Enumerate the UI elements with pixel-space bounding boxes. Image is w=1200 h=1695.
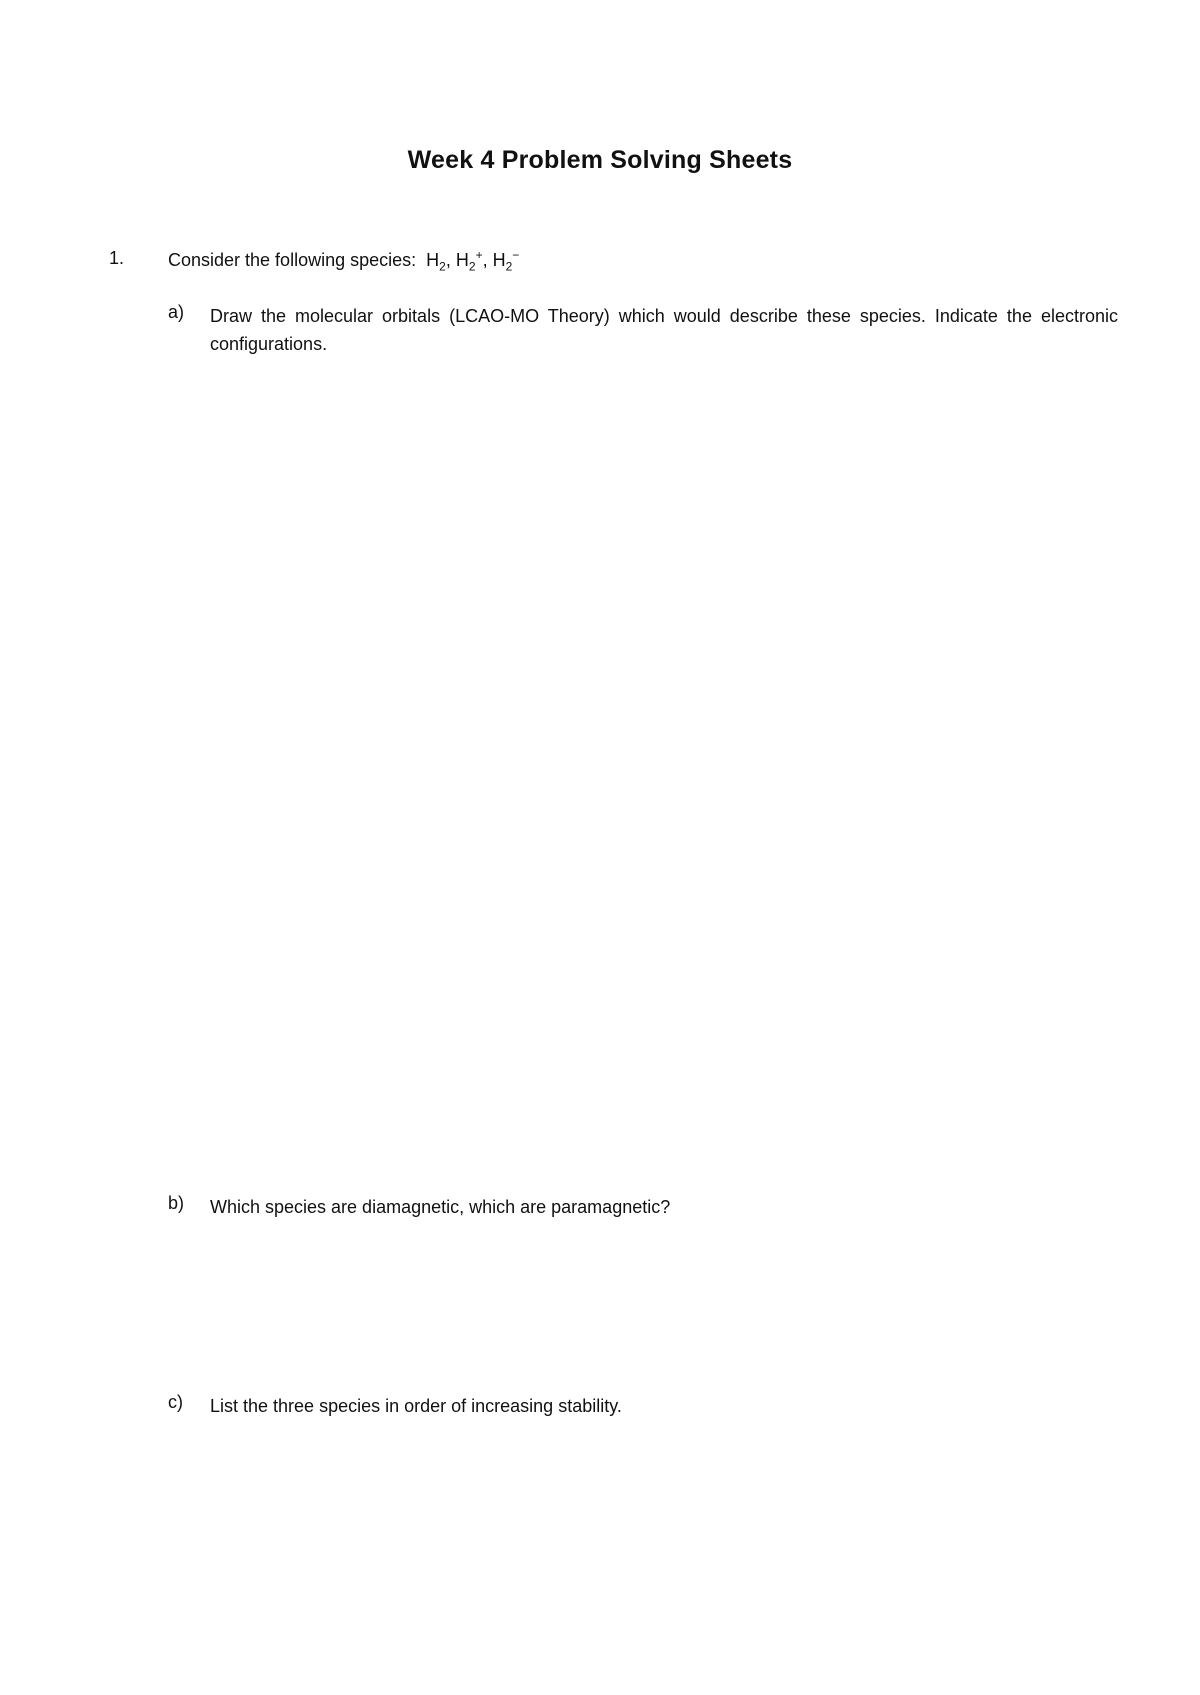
species-h2-anion: $H_2^-$ — [492, 248, 520, 274]
question-prompt: Consider the following species: $H_2$, $H_2^+$, $H_2^-$ — [168, 248, 520, 274]
part-b-text: Which species are diamagnetic, which are paramagnetic? — [210, 1197, 671, 1217]
part-c-text: List the three species in order of increasing stability. — [210, 1396, 622, 1416]
species-h2: $H_2$ — [426, 250, 446, 274]
species-h2-cation: $H_2^+$ — [455, 248, 483, 274]
question-number: 1. — [109, 248, 125, 268]
question-prompt-text: Consider the following species: — [168, 250, 417, 270]
page-title: Week 4 Problem Solving Sheets — [407, 146, 793, 174]
part-b-label: b) — [168, 1193, 185, 1213]
part-c-label: c) — [168, 1392, 183, 1412]
part-a-label: a) — [168, 302, 185, 322]
part-a-text: Draw the molecular orbitals (LCAO-MO Theory) which would describe these species. Indicate the electronic configurations. — [210, 306, 1118, 354]
